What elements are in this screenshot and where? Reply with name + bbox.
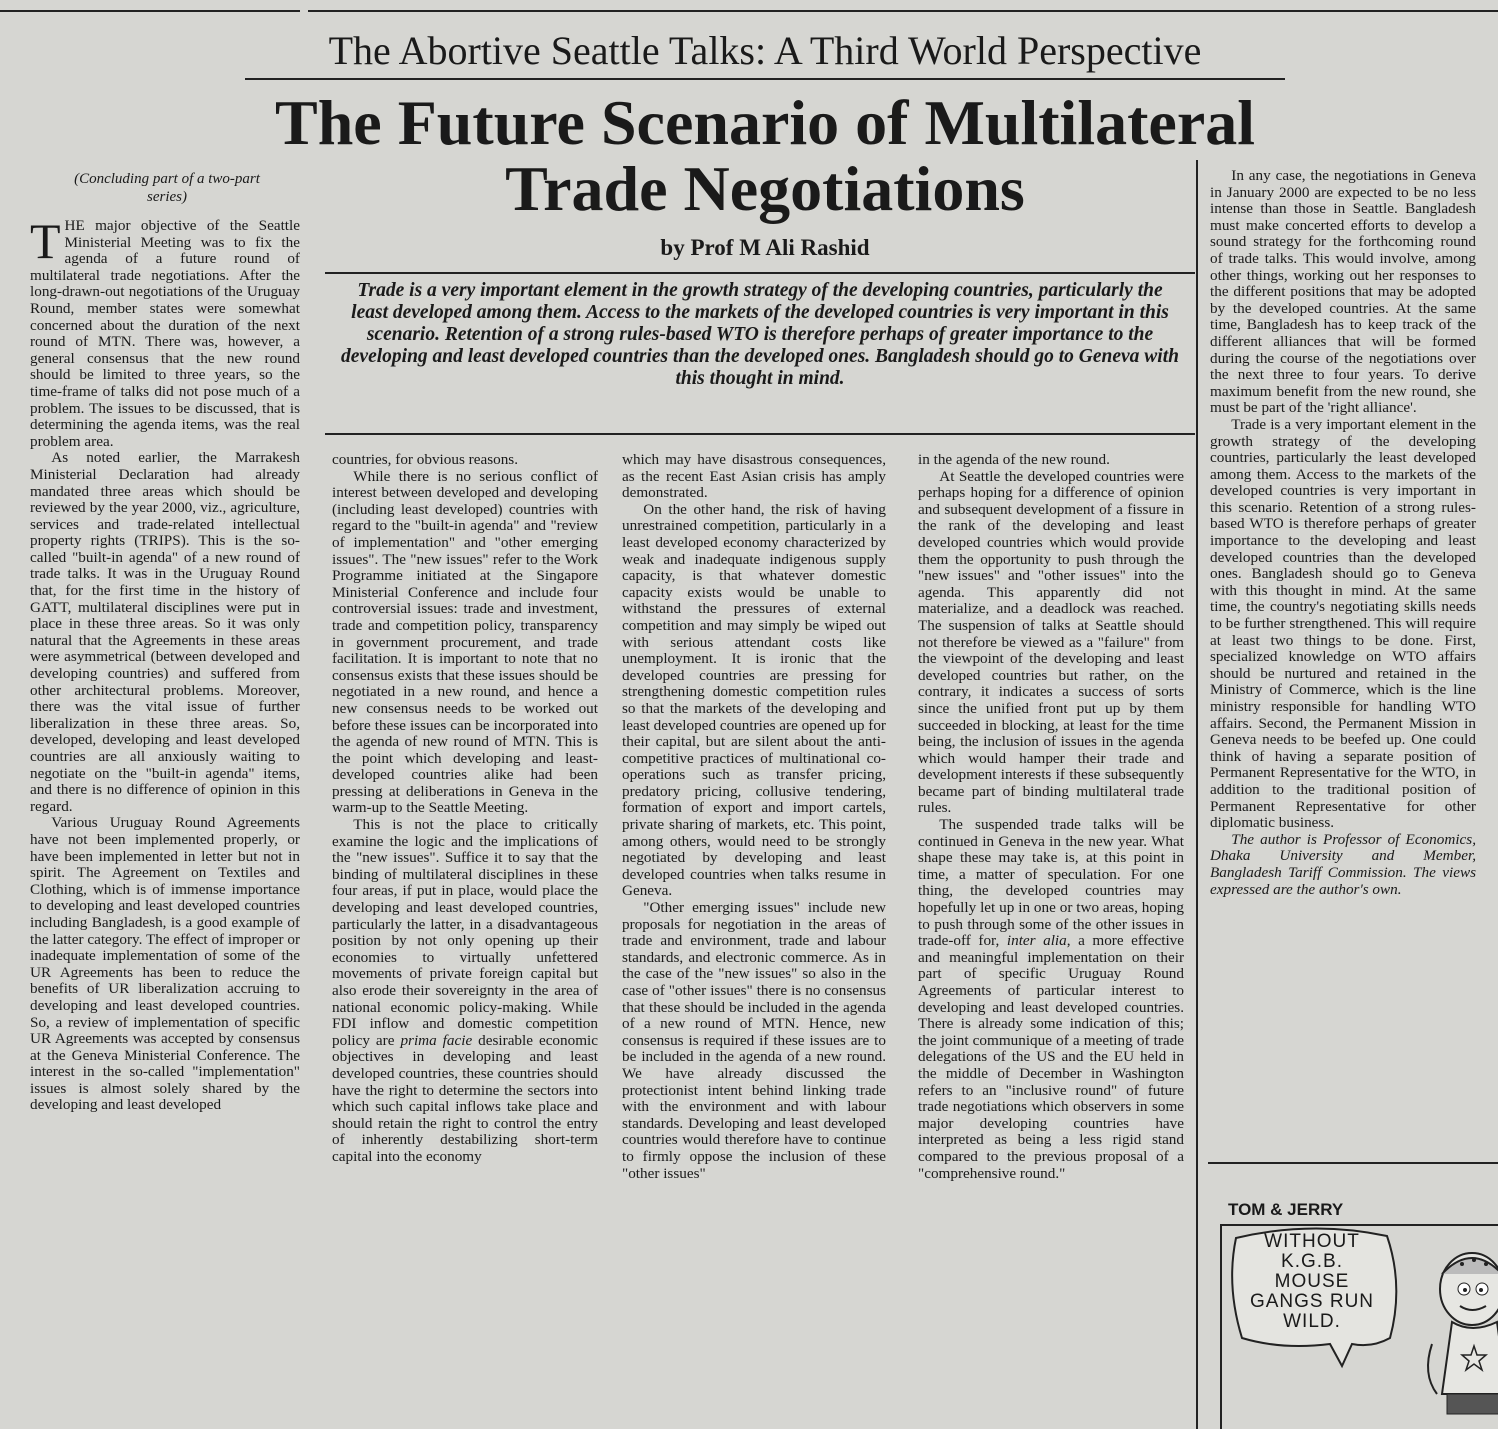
col2-para-1: countries, for obvious reasons.	[332, 452, 519, 468]
col4-para-3-a: The suspended trade talks will be continued in Geneva in the new year. What shape these may take is, at this point in time, a matter of speculation. For one thing, the developed countries may hopefully let up in one or two areas, hoping to push through some of the other issues in trade-off for,	[918, 816, 1184, 950]
comic-title: TOM & JERRY	[1228, 1200, 1344, 1219]
col1-para-3: Various Uruguay Round Agreements have not been implemented properly, or have been implemented in letter but not in spirit. The Agreement on Textiles and Clothing, which is of immense importance to developing and least developed countries including Bangladesh, is a good example of the latter category. The effect of improper or inadequate implementation of some of the UR Agreements has been to reduce the benefits of UR liberalization accruing to developing and least developed countries. So, a review of implementation of specific UR Agreements was accepted by consensus at the Geneva Ministerial Conference. The interest in the so-called "implementation" issues is almost solely shared by the developing and least developed	[30, 814, 300, 1114]
kicker-underline	[245, 78, 1285, 80]
col4-para-1: in the agenda of the new round.	[918, 452, 1110, 468]
comic-panel	[1220, 1224, 1498, 1429]
cat-character-illustration	[1402, 1234, 1498, 1429]
col4-para-2: At Seattle the developed countries were perhaps hoping for a difference of opinion and subsequent development of a fissure in the rank of the developing and least developed countries which would provide them the opportunity to push through the "new issues" and "other issues" into the agenda. This apparently did not materialize, and a deadlock was reached. The suspension of talks at Seattle should not therefore be viewed as a "failure" from the viewpoint of the developing and least developed countries but rather, on the contrary, it indicates a success of sorts since the unified front put up by them succeeded in blocking, at least for the time being, the inclusion of issues in the agenda which would hamper their trade and development interests if these subsequently became part of binding multilateral trade rules.	[918, 467, 1184, 817]
headline: The Future Scenario of Multilateral Trade Negotiations	[275, 87, 1255, 224]
col2-para-3-em: prima facie	[400, 1031, 473, 1049]
author-bio: The author is Professor of Economics, Dhaka University and Member, Bangladesh Tariff Commission. The views expressed are the author's own.	[1210, 830, 1476, 898]
top-rule-main	[308, 10, 1498, 12]
col3-para-2: On the other hand, the risk of having unrestrained competition, particularly in a least developed economy characterized by weak and inadequate indigenous supply capacity, is that whatever domestic capacity exists would be unable to withstand the pressures of external competition and may simply be wiped out with serious attendant costs like unemployment. It is ironic that the developed countries are pressing for strengthening domestic competition rules so that the markets of the developing and least developed countries are opened up for their capital, but are silent about the anti-competitive practices of multinational co-operations such as transfer pricing, predatory pricing, collusive tendering, formation of export and import cartels, private sharing of markets, etc. This point, among others, would need to be strongly negotiated by developing and least developed countries when talks resume in Geneva.	[622, 500, 886, 900]
column-1	[30, 218, 300, 1428]
col2-para-3	[332, 817, 598, 1165]
comic-strip	[1208, 1162, 1498, 1429]
col3-para-1: which may have disastrous consequences, as the recent East Asian crisis has amply demonstrated.	[622, 452, 886, 502]
standfirst-top-rule	[325, 272, 1195, 274]
column-3	[622, 452, 886, 1428]
col4-para-3	[918, 817, 1184, 1182]
col3-para-3: "Other emerging issues" include new proposals for negotiation in the areas of trade and environment, trade and labour standards, and electronic commerce. As in the case of the "new issues" so also in the case of "other issues" there is no consensus that these should be included in the agenda of a new round of MTN. Hence, new consensus is required if these issues are to be included in the agenda of a new round. We have already discussed the protectionist intent behind linking trade with the environment and with labour standards. Developing and least developed countries would therefore have to continue to firmly oppose the inclusion of these "other issues"	[622, 899, 886, 1182]
drop-cap: T	[30, 218, 61, 269]
col1-para-1: HE major objective of the Seattle Ministerial Meeting was to fix the agenda of a future round of multilateral trade negotiations. After the long-drawn-out negotiations of the Uruguay Round, member states were somewhat concerned about the duration of the next round of MTN. There was, however, a general consensus that the new round should be limited to three years, so the time-frame of talks did not pose much of a problem. The issues to be discussed, that is determining the agenda items, was the real problem area.	[30, 218, 300, 450]
top-rule-left	[0, 10, 300, 12]
col2-para-3-b: desirable economic objectives in developing and least developed countries, these countries should have the right to determine the sectors into which such capital inflows take place and should retain the right to control the entry of inherently destabilizing short-term capital into the economy	[332, 1031, 598, 1165]
standfirst-bottom-rule	[325, 433, 1195, 435]
col2-para-2: While there is no serious conflict of interest between developed and developing (including least developed) countries with regard to the "built-in agenda" and "review of implementation" and "other emerging issues". The "new issues" refer to the Work Programme initiated at the Singapore Ministerial Conference and include four controversial issues: trade and investment, trade and competition policy, transparency in government procurement, and trade facilitation. It is important to note that no consensus exists that these issues should be negotiated in a new round, and hence a new consensus needs to be worked out before these issues can be incorporated into the agenda of new round of MTN. This is the point which developing and least-developed countries alike had been pressing at deliberations in Geneva in the warm-up to the Seattle Meeting.	[332, 467, 598, 817]
section-kicker: The Abortive Seattle Talks: A Third World Perspective	[328, 28, 1202, 73]
column-4	[918, 452, 1184, 1428]
col4-para-3-em: inter alia	[1006, 932, 1067, 950]
speech-text: WITHOUT K.G.B. MOUSE GANGS RUN WILD.	[1249, 1231, 1375, 1332]
series-note: (Concluding part of a two-part series)	[74, 171, 260, 205]
column-5	[1210, 168, 1476, 1153]
col5-para-2: Trade is a very important element in the growth strategy of the developing countries, particularly the least developed among them. Access to the markets of the developed countries is very important in this scenario. Retention of a strong rules-based WTO is therefore perhaps of greater importance to the developing and least developed countries than the developed ones. Bangladesh should go to Geneva with this thought in mind. At the same time, the country's negotiating skills needs to be further strengthened. This will require at least two things to be done. First, specialized knowledge on WTO affairs should be nurtured and retained in the Ministry of Commerce, which is the line ministry responsible for handling WTO affairs. Second, the Permanent Mission in Geneva needs to be beefed up. One could think of having a separate position of Permanent Representative for the WTO, in addition to the traditional position of Permanent Representative for other diplomatic business.	[1210, 415, 1476, 832]
byline: by Prof M Ali Rashid	[660, 235, 870, 260]
col4-para-3-b: , a more effective and meaningful implementation on their part of specific Uruguay Round Agreements of particular interest to developing and least developed countries. There is already some indication of this; the joint communique of a meeting of trade delegations of the US and the EU held in the middle of December in Washington refers to an "inclusive round" of future trade negotiations which observers in some major developing countries have interpreted as being a less rigid stand compared to the previous proposal of a "comprehensive round."	[918, 932, 1184, 1182]
column-5-divider	[1196, 160, 1198, 1429]
column-2	[332, 452, 598, 1428]
col1-para-2: As noted earlier, the Marrakesh Ministerial Declaration had already mandated three areas which should be reviewed by the year 2000, viz., agriculture, services and trade-related intellectual property rights (TRIPS). This is the so-called "built-in agenda" of a new round of trade talks. It was in the Uruguay Round that, for the first time in the history of GATT, multilateral disciplines were put in place in these three areas. So it was only natural that the Agreements in these areas were asymmetrical (between developed and developing countries) and suffered from other architectural problems. Moreover, there was the vital issue of further liberalization in these three areas. So, developed, developing and least developed countries are all anxiously waiting to negotiate on the "built-in agenda" items, and there is no difference of opinion in this regard.	[30, 449, 300, 815]
standfirst: Trade is a very important element in the growth strategy of the developing countries, particularly the least developed among them. Access to the markets of the developed countries is very important in this scenario. Retention of a strong rules-based WTO is therefore perhaps of greater importance to the developing and least developed countries than the developed ones. Bangladesh should go to Geneva with this thought in mind.	[341, 280, 1179, 389]
col2-para-3-a: This is not the place to critically examine the logic and the implications of the "new issues". Suffice it to say that the binding of multilateral disciplines in these four areas, if put in place, would place the developing and least developed countries, particularly the latter, in a disadvantageous position by not only opening up their economies to virtually unfettered movements of private foreign capital but also erode their sovereignty in the area of national economic policy-making. While FDI inflow and domestic competition policy are	[332, 816, 598, 1049]
col5-para-1: In any case, the negotiations in Geneva in January 2000 are expected to be no less intense than those in Seattle. Bangladesh must make concerted efforts to develop a sound strategy for the forthcoming round of trade talks. This would involve, among other things, working out her responses to the different positions that may be adopted by the developed countries. At the same time, Bangladesh has to keep track of the different alliances that will be formed during the course of the negotiations over the next three to four years. To derive maximum benefit from the new round, she must be part of the 'right alliance'.	[1210, 168, 1476, 417]
